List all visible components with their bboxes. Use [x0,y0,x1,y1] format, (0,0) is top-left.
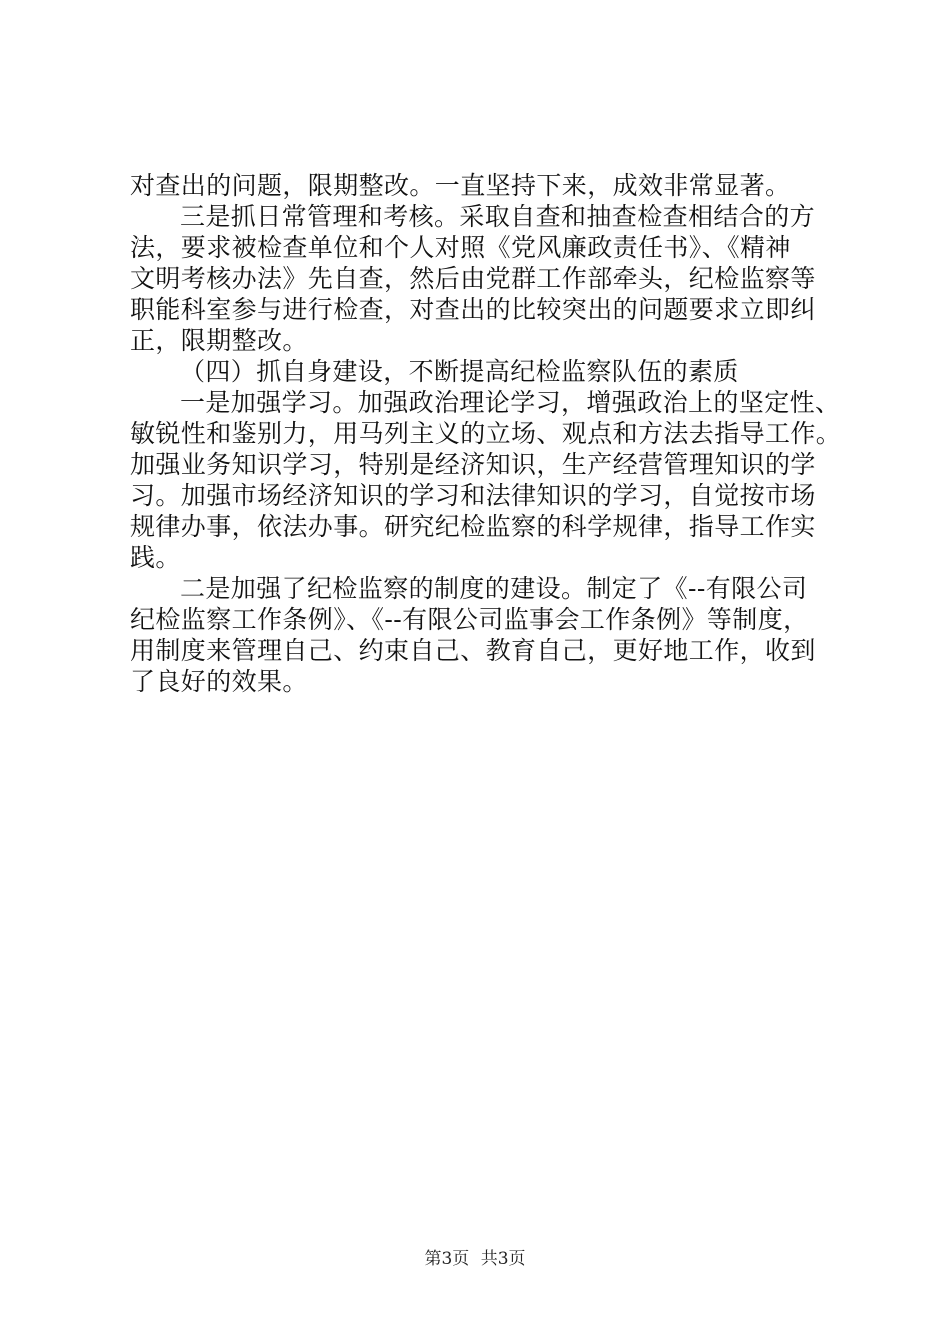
text-line: 法，要求被检查单位和个人对照《党风廉政责任书》、《精神 [130,233,791,262]
page-number: 第3页 [424,1249,470,1269]
text-line: 文明考核办法》先自查，然后由党群工作部牵头，纪检监察等 [130,264,816,293]
text-line: 践。 [130,543,181,572]
text-line: 纪检监察工作条例》、《--有限公司监事会工作条例》等制度， [130,605,809,634]
text-line: 用制度来管理自己、约束自己、教育自己，更好地工作，收到 [130,636,816,665]
section-heading: （四）抓自身建设，不断提高纪检监察队伍的素质 [180,357,739,386]
text-line: 二是加强了纪检监察的制度的建设。制定了《--有限公司 [180,574,808,603]
text-line: 正，限期整改。 [130,326,308,355]
text-line: 规律办事，依法办事。研究纪检监察的科学规律，指导工作实 [130,512,816,541]
text-line: 对查出的问题，限期整改。一直坚持下来，成效非常显著。 [130,171,791,200]
document-body [130,170,842,697]
text-line: 加强业务知识学习，特别是经济知识，生产经营管理知识的学 [130,450,816,479]
text-line: 习。加强市场经济知识的学习和法律知识的学习，自觉按市场 [130,481,816,510]
text-line: 一是加强学习。加强政治理论学习，增强政治上的坚定性、 [180,388,841,417]
text-line: 了良好的效果。 [130,667,308,696]
text-line: 敏锐性和鉴别力，用马列主义的立场、观点和方法去指导工作。 [130,419,842,448]
text-line: 三是抓日常管理和考核。采取自查和抽查检查相结合的方 [180,202,816,231]
page-footer [0,1244,950,1269]
page-total: 共3页 [480,1249,526,1269]
text-line: 职能科室参与进行检查，对查出的比较突出的问题要求立即纠 [130,295,816,324]
